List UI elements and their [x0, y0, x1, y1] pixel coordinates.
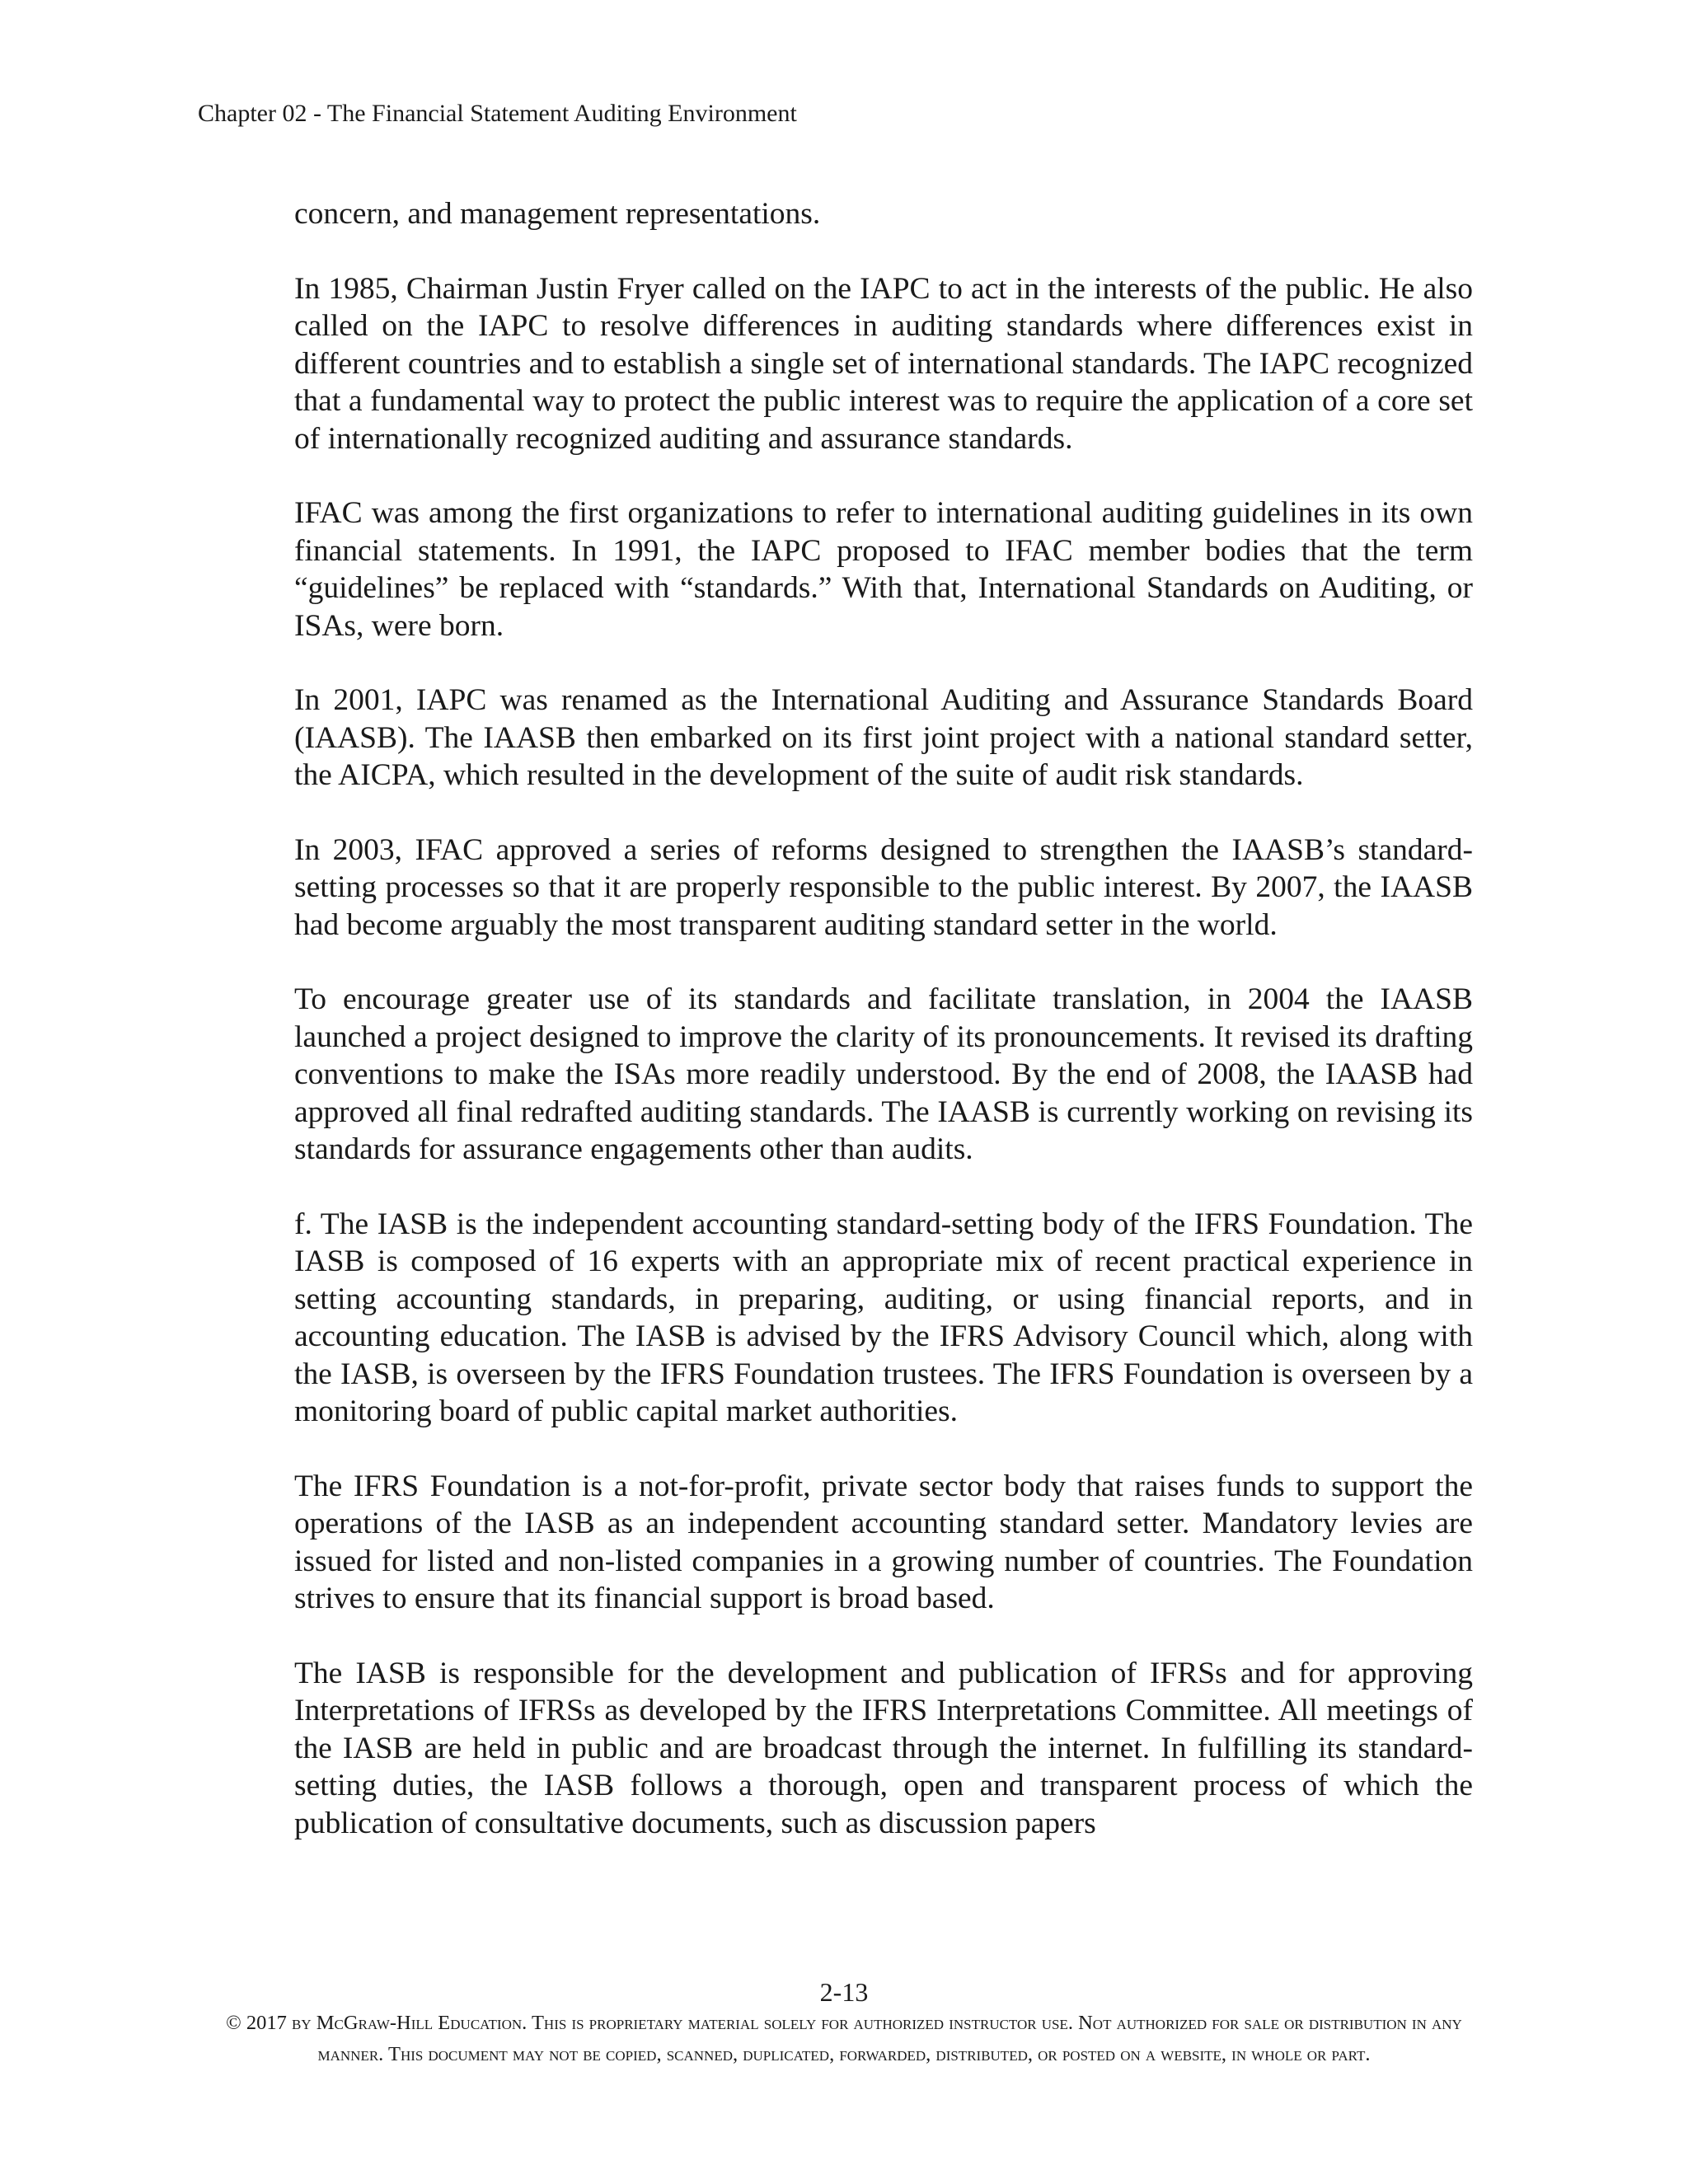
page-number: 2-13 [819, 1977, 869, 2007]
paragraph-2003-reforms: In 2003, IFAC approved a series of reforms designed to strengthen the IAASB’s standard-setting processes so that it are properly responsible to the public interest. By 2007, the IAASB had become arguably the most transparent auditing standard setter in the world. [294, 832, 1473, 942]
paragraph-continuation: concern, and management representations. [294, 197, 821, 231]
copyright-notice: © 2017 by McGraw-Hill Education. This is proprietary material solely for authorized instructor use. Not authorized for sale or distribution in any manner. This document may not be copied, scanned, duplicated, forwarded, distributed, or posted on a website, in whole or part. [226, 2012, 1462, 2065]
document-body [294, 195, 1473, 1879]
paragraph-ifrs-foundation: The IFRS Foundation is a not-for-profit, private sector body that raises funds to support the operations of the IASB as an independent accounting standard setter. Mandatory levies are issued for listed and non-listed companies in a growing number of countries. The Foundation strives to ensure that its financial support is broad based. [294, 1469, 1473, 1615]
page-header-title: Chapter 02 - The Financial Statement Auditing Environment [198, 100, 797, 127]
paragraph-iasb-overview: f. The IASB is the independent accounting standard-setting body of the IFRS Foundation. The IASB is composed of 16 experts with an appropriate mix of recent practical experience in setting accounting standards, in preparing, auditing, or using financial reports, and in accounting education. The IASB is advised by the IFRS Advisory Council which, along with the IASB, is overseen by the IFRS Foundation trustees. The IFRS Foundation is overseen by a monitoring board of public capital market authorities. [294, 1207, 1473, 1428]
paragraph-1985-iapc: In 1985, Chairman Justin Fryer called on the IAPC to act in the interests of the public. He also called on the IAPC to resolve differences in auditing standards where differences exist in different countries and to establish a single set of international standards. The IAPC recognized that a fundamental way to protect the public interest was to require the application of a core set of internationally recognized auditing and assurance standards. [294, 271, 1473, 456]
paragraph-2001-iaasb: In 2001, IAPC was renamed as the International Auditing and Assurance Standards Board (IAASB). The IAASB then embarked on its first joint project with a national standard setter, the AICPA, which resulted in the development of the suite of audit risk standards. [294, 683, 1473, 792]
paragraph-ifac-guidelines: IFAC was among the first organizations to refer to international auditing guidelines in its own financial statements. In 1991, the IAPC proposed to IFAC member bodies that the term “guidelines” be replaced with “standards.” With that, International Standards on Auditing, or ISAs, were born. [294, 496, 1473, 643]
paragraph-clarity-project: To encourage greater use of its standards and facilitate translation, in 2004 the IAASB launched a project designed to improve the clarity of its pronouncements. It revised its drafting conventions to make the ISAs more readily understood. By the end of 2008, the IAASB had approved all final redrafted auditing standards. The IAASB is currently working on revising its standards for assurance engagements other than audits. [294, 982, 1473, 1166]
paragraph-iasb-responsibilities: The IASB is responsible for the development and publication of IFRSs and for approving Interpretations of IFRSs as developed by the IFRS Interpretations Committee. All meetings of the IASB are held in public and are broadcast through the internet. In fulfilling its standard-setting duties, the IASB follows a thorough, open and transparent process of which the publication of consultative documents, such as discussion papers [294, 1656, 1473, 1840]
